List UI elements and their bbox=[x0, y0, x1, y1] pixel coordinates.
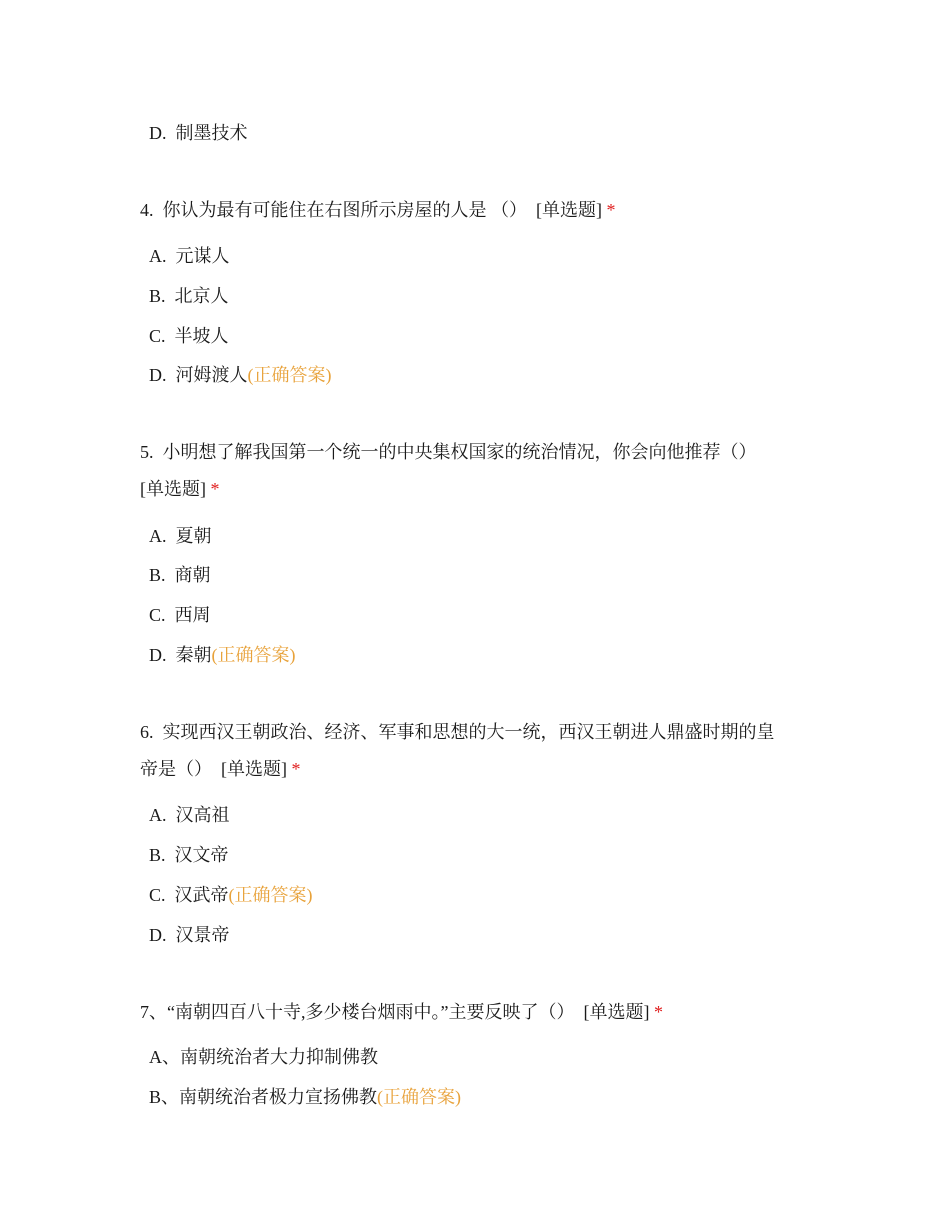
option-letter: C bbox=[149, 326, 162, 346]
option-text: 汉文帝 bbox=[174, 845, 229, 865]
correct-answer-tag: (正确答案) bbox=[247, 365, 332, 385]
option-separator: . bbox=[162, 645, 167, 665]
q5-option-d[interactable] bbox=[149, 643, 296, 667]
option-letter: C bbox=[149, 605, 162, 625]
option-separator: . bbox=[161, 565, 166, 585]
option-text: 半坡人 bbox=[174, 326, 229, 346]
question-text: 实现西汉王朝政治、经济、军事和思想的大一统，西汉王朝进人鼎盛时期的皇 bbox=[162, 722, 775, 742]
option-text: 河姆渡人 bbox=[175, 365, 248, 385]
required-mark: * bbox=[291, 759, 301, 779]
option-separator: . bbox=[162, 925, 167, 945]
q4-option-d[interactable] bbox=[149, 363, 332, 387]
required-mark: * bbox=[653, 1002, 663, 1022]
question-number: 4. bbox=[140, 200, 154, 220]
option-letter: A bbox=[149, 1047, 162, 1067]
option-separator: 、 bbox=[161, 1087, 180, 1107]
correct-answer-tag: (正确答案) bbox=[211, 645, 296, 665]
q4-option-b[interactable] bbox=[149, 284, 229, 308]
q4-option-c[interactable] bbox=[149, 324, 229, 348]
question-5-title bbox=[140, 440, 757, 464]
question-number: 6. bbox=[140, 722, 154, 742]
option-separator: . bbox=[162, 246, 167, 266]
question-text: 你认为最有可能住在右图所示房屋的人是 （） bbox=[162, 200, 527, 220]
option-letter: D bbox=[149, 925, 162, 945]
option-text: 制墨技术 bbox=[175, 123, 248, 143]
option-text: 南朝统治者极力宣扬佛教 bbox=[179, 1087, 378, 1107]
q6-option-a[interactable] bbox=[149, 803, 230, 827]
option-text: 南朝统治者大力抑制佛教 bbox=[180, 1047, 378, 1067]
question-text-continued: 帝是（） bbox=[140, 759, 212, 779]
q6-option-b[interactable] bbox=[149, 843, 229, 867]
correct-answer-tag: (正确答案) bbox=[228, 885, 313, 905]
option-separator: . bbox=[161, 326, 166, 346]
option-letter: A bbox=[149, 526, 162, 546]
option-letter: B bbox=[149, 1087, 162, 1107]
option-letter: A bbox=[149, 246, 162, 266]
q6-option-d[interactable] bbox=[149, 923, 230, 947]
option-letter: D bbox=[149, 645, 162, 665]
option-text: 汉景帝 bbox=[175, 925, 230, 945]
question-4-title bbox=[140, 198, 616, 222]
option-separator: . bbox=[161, 605, 166, 625]
question-text: “南朝四百八十寺,多少楼台烟雨中。”主要反映了（） bbox=[167, 1002, 575, 1022]
option-text: 夏朝 bbox=[175, 526, 212, 546]
question-text: 小明想了解我国第一个统一的中央集权国家的统治情况，你会向他推荐（） bbox=[162, 442, 757, 462]
required-mark: * bbox=[210, 479, 220, 499]
q5-option-a[interactable] bbox=[149, 524, 212, 548]
required-mark: * bbox=[606, 200, 616, 220]
q3-option-d[interactable] bbox=[149, 121, 248, 145]
option-separator: . bbox=[162, 123, 167, 143]
option-separator: . bbox=[161, 845, 166, 865]
option-separator: . bbox=[162, 526, 167, 546]
option-text: 汉高祖 bbox=[175, 805, 230, 825]
option-letter: D bbox=[149, 365, 162, 385]
option-text: 西周 bbox=[174, 605, 211, 625]
correct-answer-tag: (正确答案) bbox=[377, 1087, 462, 1107]
option-text: 元谋人 bbox=[175, 246, 230, 266]
question-type: [单选题] bbox=[140, 479, 206, 499]
q5-option-b[interactable] bbox=[149, 563, 211, 587]
question-type: [单选题] bbox=[583, 1002, 650, 1022]
option-text: 商朝 bbox=[174, 565, 211, 585]
option-separator: . bbox=[161, 286, 166, 306]
question-6-title bbox=[140, 720, 775, 744]
option-text: 汉武帝 bbox=[174, 885, 229, 905]
q6-option-c[interactable] bbox=[149, 883, 313, 907]
question-type: [单选题] bbox=[221, 759, 287, 779]
q4-option-a[interactable] bbox=[149, 244, 230, 268]
option-letter: C bbox=[149, 885, 162, 905]
question-6-title-line2 bbox=[140, 757, 301, 781]
option-letter: B bbox=[149, 565, 162, 585]
option-letter: B bbox=[149, 286, 162, 306]
question-number: 7、 bbox=[140, 1002, 167, 1022]
option-text: 秦朝 bbox=[175, 645, 212, 665]
option-separator: . bbox=[161, 885, 166, 905]
option-text: 北京人 bbox=[174, 286, 229, 306]
question-type: [单选题] bbox=[536, 200, 602, 220]
q7-option-a[interactable] bbox=[149, 1045, 378, 1069]
option-separator: . bbox=[162, 365, 167, 385]
q7-option-b[interactable] bbox=[149, 1085, 461, 1109]
option-letter: A bbox=[149, 805, 162, 825]
option-separator: . bbox=[162, 805, 167, 825]
q5-option-c[interactable] bbox=[149, 603, 211, 627]
option-letter: D bbox=[149, 123, 162, 143]
question-number: 5. bbox=[140, 442, 154, 462]
question-7-title bbox=[140, 1000, 663, 1024]
question-5-title-line2 bbox=[140, 477, 220, 501]
option-separator: 、 bbox=[162, 1047, 180, 1067]
option-letter: B bbox=[149, 845, 162, 865]
